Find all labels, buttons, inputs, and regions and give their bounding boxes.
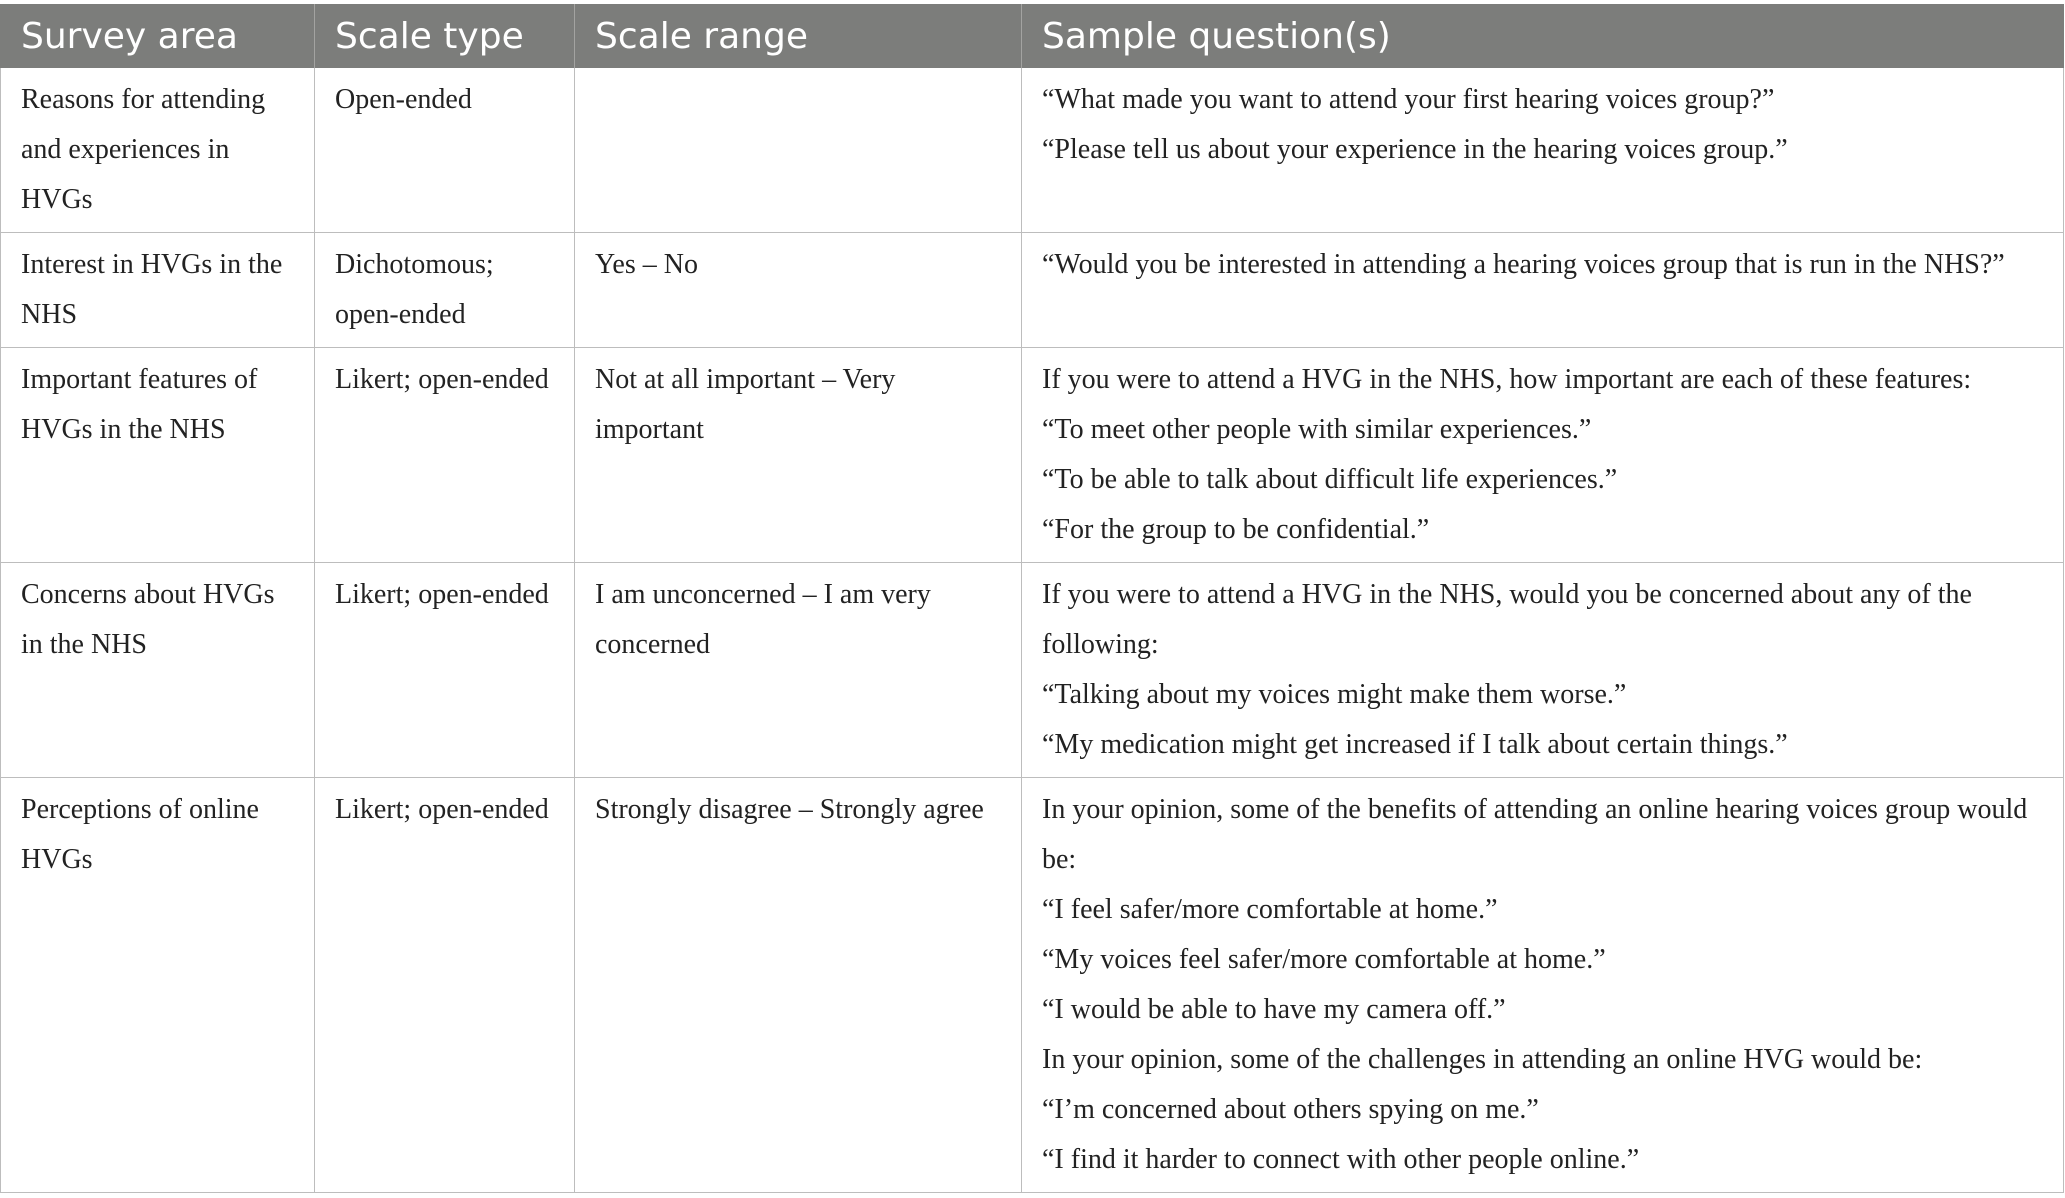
question-line: “My medication might get increased if I talk about certain things.” — [1042, 729, 1788, 760]
cell-survey-area: Interest in HVGs in the NHS — [1, 233, 315, 348]
question-line: “To meet other people with similar experiences.” — [1042, 414, 1592, 445]
cell-survey-area: Reasons for attending and experiences in HVGs — [1, 68, 315, 233]
cell-scale-type: Likert; open-ended — [315, 778, 575, 1193]
header-sample-questions: Sample question(s) — [1022, 4, 2064, 68]
question-line: “My voices feel safer/more comfortable at home.” — [1042, 944, 1606, 975]
question-line: “To be able to talk about difficult life experiences.” — [1042, 464, 1618, 495]
question-line: “What made you want to attend your first hearing voices group?” — [1042, 84, 1775, 115]
cell-sample-questions — [1022, 68, 2064, 233]
table-row — [1, 68, 2064, 233]
cell-survey-area: Perceptions of online HVGs — [1, 778, 315, 1193]
cell-scale-range: Strongly disagree – Strongly agree — [575, 778, 1022, 1193]
cell-sample-questions — [1022, 348, 2064, 563]
table-row — [1, 348, 2064, 563]
cell-sample-questions — [1022, 563, 2064, 778]
cell-scale-type: Likert; open-ended — [315, 563, 575, 778]
question-line: “I feel safer/more comfortable at home.” — [1042, 894, 1498, 925]
question-line: “Would you be interested in attending a hearing voices group that is run in the NHS?” — [1042, 249, 2005, 280]
question-line: “I find it harder to connect with other people online.” — [1042, 1144, 1640, 1175]
cell-scale-range: Not at all important – Very important — [575, 348, 1022, 563]
question-line: If you were to attend a HVG in the NHS, how important are each of these features: — [1042, 364, 1972, 395]
question-line: “I’m concerned about others spying on me.” — [1042, 1094, 1539, 1125]
cell-scale-range — [575, 68, 1022, 233]
table-header-row — [1, 4, 2064, 68]
question-line: “Please tell us about your experience in the hearing voices group.” — [1042, 134, 1788, 165]
question-line: “For the group to be confidential.” — [1042, 514, 1430, 545]
question-line: In your opinion, some of the challenges in attending an online HVG would be: — [1042, 1044, 1923, 1075]
question-line: “Talking about my voices might make them worse.” — [1042, 679, 1627, 710]
question-line: In your opinion, some of the benefits of attending an online hearing voices group would be: — [1042, 794, 2028, 875]
cell-scale-type: Dichotomous; open-ended — [315, 233, 575, 348]
header-scale-type: Scale type — [315, 4, 575, 68]
survey-table-container — [0, 4, 2063, 1193]
table-row — [1, 778, 2064, 1193]
cell-sample-questions — [1022, 778, 2064, 1193]
survey-table — [0, 4, 2064, 1193]
table-row — [1, 563, 2064, 778]
cell-sample-questions — [1022, 233, 2064, 348]
question-line: “I would be able to have my camera off.” — [1042, 994, 1506, 1025]
cell-scale-range: Yes – No — [575, 233, 1022, 348]
cell-survey-area: Important features of HVGs in the NHS — [1, 348, 315, 563]
cell-scale-range: I am unconcerned – I am very concerned — [575, 563, 1022, 778]
table-row — [1, 233, 2064, 348]
cell-scale-type: Open-ended — [315, 68, 575, 233]
header-survey-area: Survey area — [1, 4, 315, 68]
header-scale-range: Scale range — [575, 4, 1022, 68]
cell-scale-type: Likert; open-ended — [315, 348, 575, 563]
question-line: If you were to attend a HVG in the NHS, would you be concerned about any of the following: — [1042, 579, 1972, 660]
cell-survey-area: Concerns about HVGs in the NHS — [1, 563, 315, 778]
